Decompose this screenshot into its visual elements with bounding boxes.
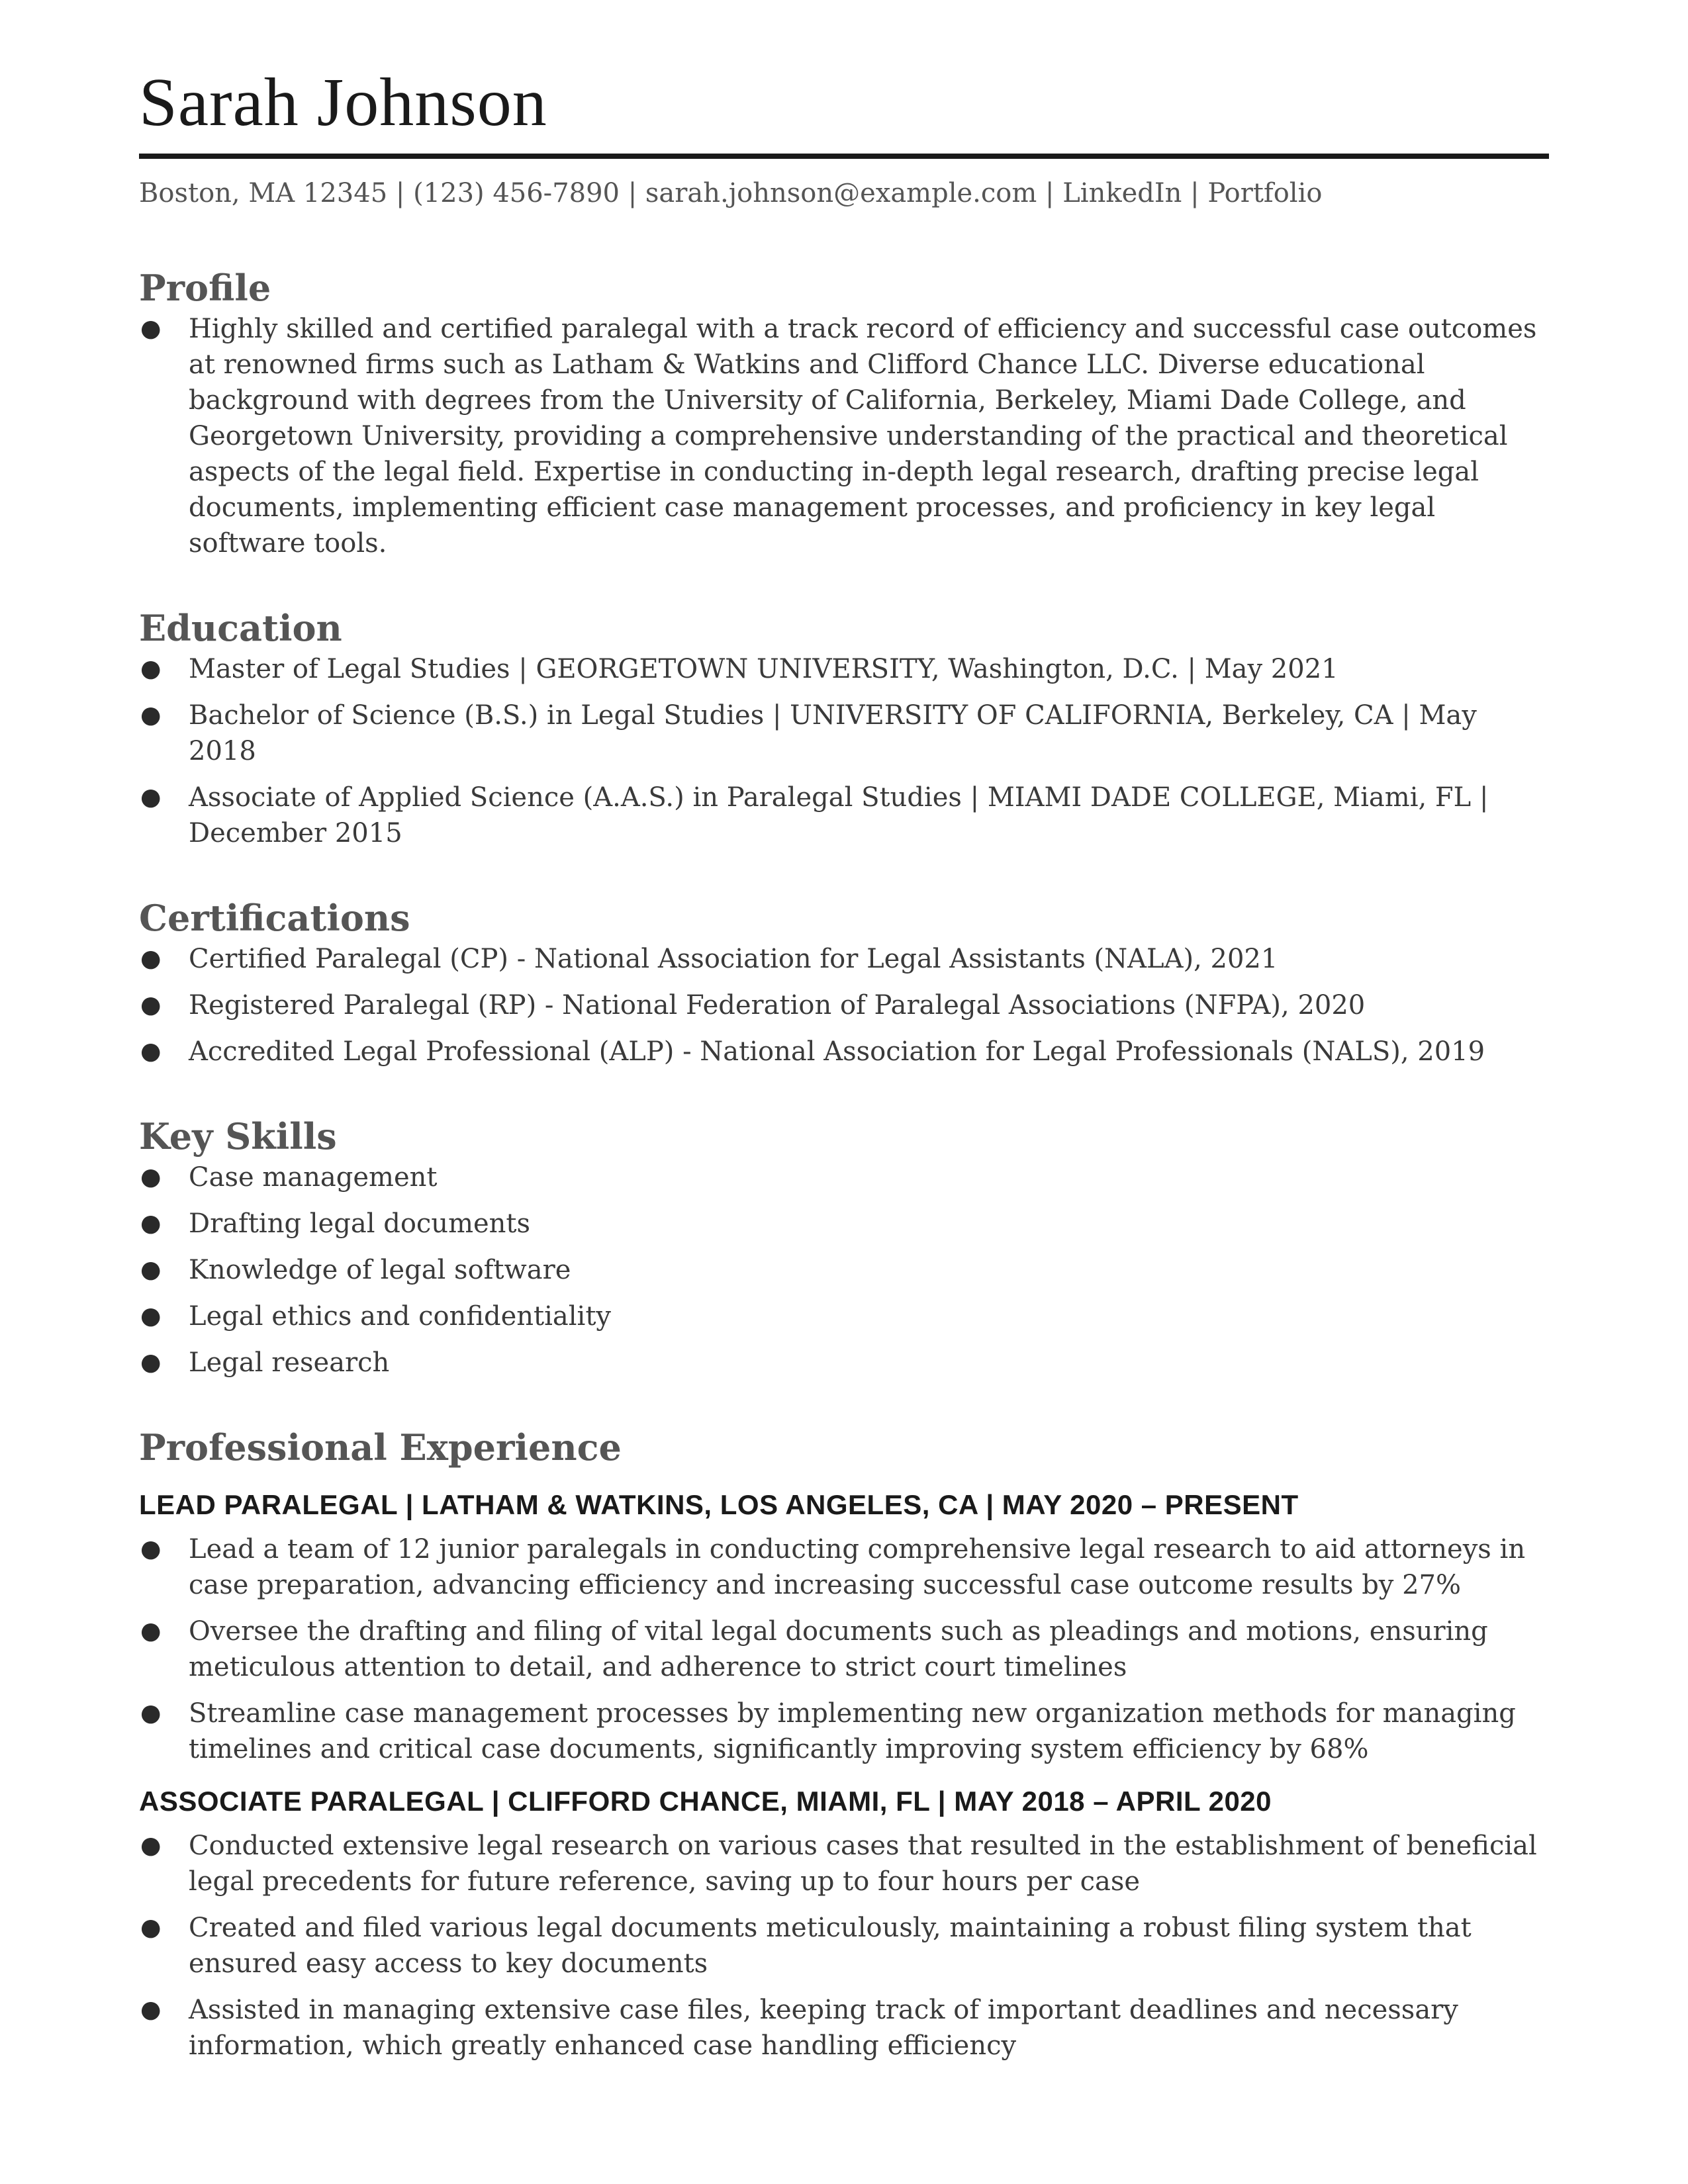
list-item <box>139 651 1549 687</box>
job-bullets <box>139 1531 1549 1767</box>
list-item <box>139 1531 1549 1603</box>
job-title: ASSOCIATE PARALEGAL | CLIFFORD CHANCE, MIAMI, FL | MAY 2018 – APRIL 2020 <box>139 1786 1272 1817</box>
list-item <box>139 1160 1549 1195</box>
skill-entry: Case management <box>189 1162 438 1193</box>
section-title-experience: Professional Experience <box>139 1426 622 1469</box>
bullet-icon: ● <box>140 315 162 342</box>
skill-entry: Legal ethics and confidentiality <box>189 1301 612 1332</box>
education-entry: Master of Legal Studies | GEORGETOWN UNIVERSITY, Washington, D.C. | May 2021 <box>189 654 1338 684</box>
bullet-icon: ● <box>140 1617 162 1645</box>
job-bullets <box>139 1828 1549 2064</box>
bullet-icon: ● <box>140 1832 162 1859</box>
bullet-icon: ● <box>140 702 162 729</box>
job-bullet-text: Oversee the drafting and filing of vital legal documents such as pleadings and motions, ensuring meticulous attention to detail, and adherence to strict court timelines <box>189 1616 1488 1682</box>
bullet-icon: ● <box>140 1038 162 1065</box>
contact-line: Boston, MA 12345 | (123) 456-7890 | sarah.johnson@example.com | LinkedIn | Portfolio <box>139 178 1323 208</box>
list-item <box>139 941 1549 977</box>
list-item <box>139 1345 1549 1381</box>
bullet-icon: ● <box>140 945 162 972</box>
candidate-name: Sarah Johnson <box>139 64 547 140</box>
list-item <box>139 987 1549 1023</box>
bullet-icon: ● <box>140 1535 162 1563</box>
job-bullet-text: Assisted in managing extensive case files, keeping track of important deadlines and necessary information, which greatly enhanced case handling efficiency <box>189 1995 1458 2061</box>
section-title-profile: Profile <box>139 267 271 309</box>
certifications-list <box>139 941 1549 1069</box>
profile-text: Highly skilled and certified paralegal with a track record of efficiency and successful case outcomes at renowned firms such as Latham & Watkins and Clifford Chance LLC. Diverse educational background with degrees from the University of California, Berkeley, Miami Dade College, and Georgetown University, providing a comprehensive understanding of the practical and theoretical aspects of the legal field. Expertise in conducting in-depth legal research, drafting precise legal documents, implementing efficient case management processes, and proficiency in key legal software tools. <box>189 314 1537 559</box>
education-entry: Bachelor of Science (B.S.) in Legal Studies | UNIVERSITY OF CALIFORNIA, Berkeley, CA | May 2018 <box>189 700 1477 766</box>
profile-section <box>139 265 1549 561</box>
bullet-icon: ● <box>140 1256 162 1283</box>
skill-entry: Legal research <box>189 1347 390 1378</box>
list-item <box>139 780 1549 851</box>
bullet-icon: ● <box>140 1210 162 1237</box>
list-item <box>139 1298 1549 1334</box>
profile-list <box>139 311 1549 561</box>
certification-entry: Certified Paralegal (CP) - National Association for Legal Assistants (NALA), 2021 <box>189 944 1278 974</box>
experience-section <box>139 1424 1549 2064</box>
list-item <box>139 311 1549 561</box>
job-title: LEAD PARALEGAL | LATHAM & WATKINS, LOS ANGELES, CA | MAY 2020 – PRESENT <box>139 1489 1299 1520</box>
section-title-certifications: Certifications <box>139 897 410 939</box>
job-bullet-text: Conducted extensive legal research on various cases that resulted in the establishment of beneficial legal precedents for future reference, saving up to four hours per case <box>189 1831 1537 1897</box>
list-item <box>139 1696 1549 1767</box>
bullet-icon: ● <box>140 991 162 1019</box>
bullet-icon: ● <box>140 1700 162 1727</box>
bullet-icon: ● <box>140 655 162 682</box>
certifications-section <box>139 895 1549 1069</box>
job-entry <box>139 1485 1549 1767</box>
job-bullet-text: Created and filed various legal documents meticulously, maintaining a robust filing system that ensured easy access to key documents <box>189 1913 1472 1979</box>
certification-entry: Accredited Legal Professional (ALP) - National Association for Legal Professionals (NALS), 2019 <box>189 1036 1485 1067</box>
header-divider <box>139 154 1549 159</box>
education-entry: Associate of Applied Science (A.A.S.) in Paralegal Studies | MIAMI DADE COLLEGE, Miami, FL | December 2015 <box>189 782 1489 848</box>
bullet-icon: ● <box>140 1163 162 1191</box>
list-item <box>139 1614 1549 1685</box>
list-item <box>139 698 1549 769</box>
job-bullet-text: Streamline case management processes by implementing new organization methods for managing timelines and critical case documents, significantly improving system efficiency by 68% <box>189 1698 1516 1764</box>
bullet-icon: ● <box>140 1349 162 1376</box>
section-title-skills: Key Skills <box>139 1115 337 1158</box>
list-item <box>139 1910 1549 1981</box>
skills-list <box>139 1160 1549 1381</box>
skill-entry: Knowledge of legal software <box>189 1255 571 1285</box>
list-item <box>139 1252 1549 1288</box>
job-bullet-text: Lead a team of 12 junior paralegals in conducting comprehensive legal research to aid attorneys in case preparation, advancing efficiency and increasing successful case outcome results by 27% <box>189 1534 1526 1600</box>
list-item <box>139 1828 1549 1899</box>
education-section <box>139 605 1549 851</box>
skill-entry: Drafting legal documents <box>189 1208 531 1239</box>
certification-entry: Registered Paralegal (RP) - National Federation of Paralegal Associations (NFPA), 2020 <box>189 990 1366 1021</box>
job-entry <box>139 1782 1549 2064</box>
bullet-icon: ● <box>140 784 162 811</box>
list-item <box>139 1992 1549 2064</box>
bullet-icon: ● <box>140 1996 162 2023</box>
skills-section <box>139 1113 1549 1381</box>
list-item <box>139 1034 1549 1069</box>
bullet-icon: ● <box>140 1302 162 1330</box>
bullet-icon: ● <box>140 1914 162 1941</box>
section-title-education: Education <box>139 607 342 649</box>
education-list <box>139 651 1549 851</box>
list-item <box>139 1206 1549 1242</box>
resume-page <box>139 60 1549 2064</box>
